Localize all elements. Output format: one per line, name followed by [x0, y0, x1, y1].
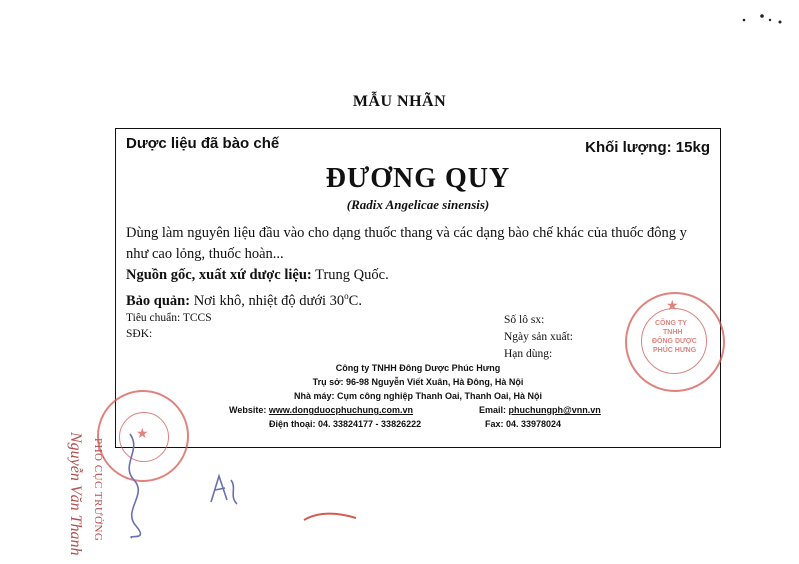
email-link[interactable]: phuchungph@vnn.vn [508, 405, 601, 415]
website-label: Website: [229, 405, 269, 415]
stamp-star-icon: ★ [666, 299, 679, 314]
email-line [479, 405, 601, 415]
latin-name: (Radix Angelicae sinensis) [346, 197, 490, 212]
initials-scribble-icon [203, 470, 243, 510]
fax-text: Fax: 04. 33978024 [485, 419, 562, 429]
company-factory: Nhà máy: Cụm công nghiệp Thanh Oai, Thanh Oai, Hà Nội [293, 391, 543, 401]
storage-label: Bảo quản: [126, 292, 191, 309]
scan-marks [740, 10, 790, 30]
official-stamp-star-icon: ★ [136, 427, 149, 442]
product-label [115, 128, 721, 448]
website-line [229, 405, 413, 415]
category-text: Dược liệu đã bào chế [126, 135, 280, 152]
stamp-line-4: PHÚC HƯNG [653, 347, 697, 354]
company-name: Công ty TNHH Đông Dược Phúc Hưng [335, 363, 501, 373]
product-name: ĐƯƠNG QUY [325, 163, 511, 194]
stamp-line-1: CÔNG TY [655, 320, 687, 327]
standard-text: Tiêu chuẩn: TCCS [126, 312, 212, 324]
signature-name: Nguyễn Văn Thanh [67, 432, 84, 556]
mfg-date-text: Ngày sản xuất: [504, 331, 573, 343]
storage-line [126, 291, 362, 310]
phone-text: Điện thoại: 04. 33824177 - 33826222 [269, 419, 422, 429]
exp-date-text: Hạn dùng: [504, 348, 553, 360]
origin-value: Trung Quốc. [311, 267, 389, 283]
email-label: Email: [479, 405, 509, 415]
company-hq: Trụ sở: 96-98 Nguyễn Viết Xuân, Hà Đông, Hà Nội [312, 377, 524, 387]
stamp-line-3: ĐÔNG DƯỢC [652, 338, 697, 345]
storage-value: Nơi khô, nhiệt độ dưới 30 [190, 292, 345, 309]
signature-scribble-icon [112, 430, 152, 540]
signature-title: PHÓ CỤC TRƯỞNG [92, 438, 104, 542]
page-title: MẪU NHÃN [352, 93, 447, 110]
origin-line [126, 267, 389, 284]
sdk-text: SĐK: [126, 328, 153, 340]
degree-sup: o [344, 291, 349, 301]
origin-label: Nguồn gốc, xuất xứ dược liệu: [126, 267, 312, 283]
website-link[interactable]: www.dongduocphuchung.com.vn [268, 405, 413, 415]
lot-text: Số lô sx: [504, 314, 545, 326]
weight-text: Khối lượng: 15kg [585, 139, 710, 156]
red-mark-icon [300, 508, 360, 524]
stamp-line-2: TNHH [663, 329, 683, 336]
storage-unit: C. [348, 292, 362, 309]
company-stamp [625, 292, 725, 392]
usage-text: Dùng làm nguyên liệu đầu vào cho dạng thuốc thang và các dạng bào chế khác của thuốc đông y như cao lỏng, thuốc hoàn... [126, 225, 687, 262]
